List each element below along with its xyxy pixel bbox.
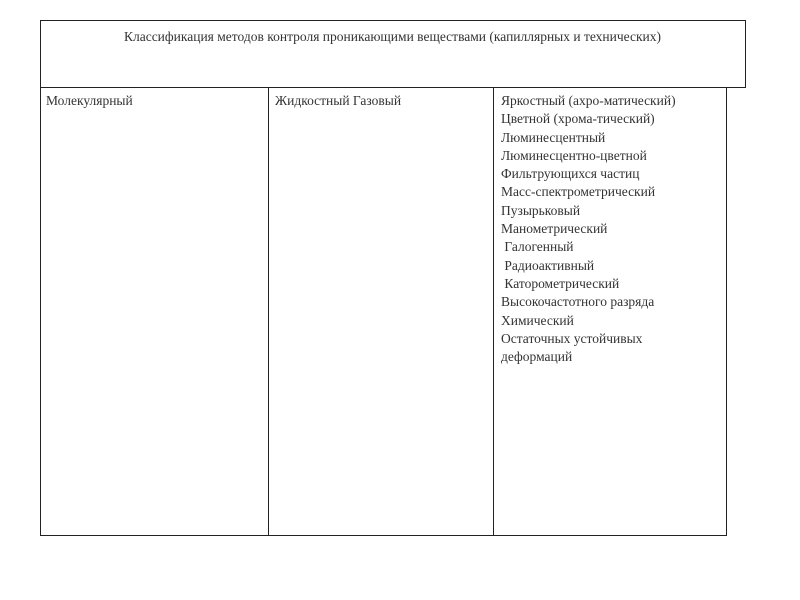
list-item: Высокочастотного разряда (501, 294, 655, 310)
table-border-left (40, 20, 41, 536)
list-item: Масс-спектрометрический (501, 184, 656, 200)
header-row-bottom-border (40, 87, 746, 88)
table-border-bottom (40, 535, 727, 536)
list-item: Каторометрический (501, 275, 620, 291)
methods-list (501, 92, 676, 366)
list-item: Яркостный (ахро-матический) (501, 93, 676, 108)
list-item: Манометрический (501, 221, 608, 237)
cell-liquid-gas: Жидкостный Газовый (275, 93, 402, 108)
column-divider-2 (493, 87, 494, 536)
list-item: Пузырьковый (501, 202, 581, 218)
list-item: Остаточных устойчивых (501, 330, 643, 346)
list-item: Радиоактивный (501, 257, 595, 273)
table-title: Классификация методов контроля проникающими веществами (капиллярных и технических) (123, 29, 662, 44)
table-border-top (40, 20, 746, 21)
list-item: Галогенный (501, 239, 574, 255)
list-item: Цветной (хрома-тический) (501, 111, 655, 127)
header-border-right (745, 20, 746, 88)
column-divider-1 (268, 87, 269, 536)
list-item: Люминесцентно-цветной (501, 147, 647, 163)
list-item: деформаций (501, 349, 573, 365)
cell-methods (501, 92, 676, 366)
cell-molecular: Молекулярный (46, 93, 133, 108)
list-item: Люминесцентный (501, 129, 606, 145)
list-item: Фильтрующихся частиц (501, 166, 640, 182)
column-divider-3 (726, 87, 727, 536)
list-item: Химический (501, 312, 574, 328)
